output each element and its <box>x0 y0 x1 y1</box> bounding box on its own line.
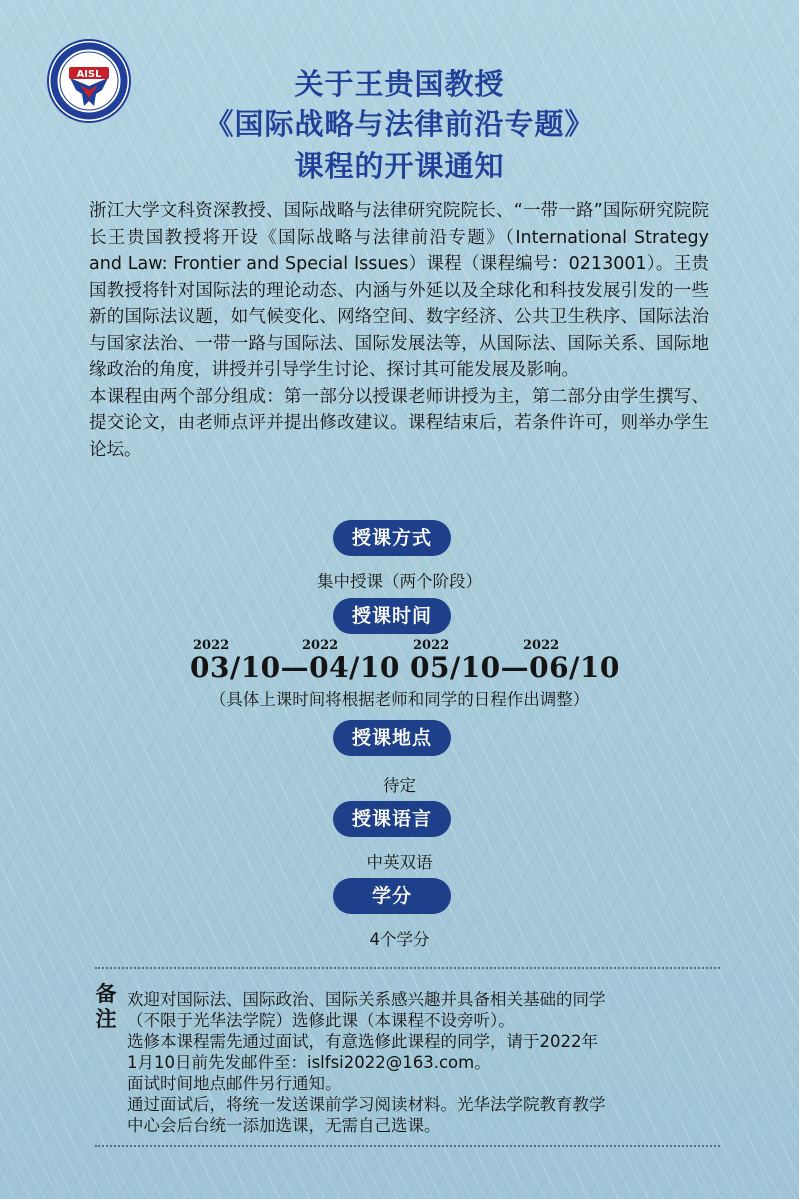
remarks-mark-2: 注 <box>95 1007 117 1031</box>
date-ranges <box>190 638 620 686</box>
remarks-line-5: 面试时间地点邮件另行通知。 <box>127 1074 342 1093</box>
language-value: 中英双语 <box>366 853 433 872</box>
remarks-line-1: 欢迎对国际法、国际政治、国际关系感兴趣并具备相关基础的同学 <box>127 990 606 1009</box>
remarks-divider-top <box>95 967 720 969</box>
remarks-line-2: （不限于光华法学院）选修此课（本课程不设旁听）。 <box>127 1011 515 1030</box>
intro-text <box>89 198 709 463</box>
remarks-text <box>127 989 727 1136</box>
intro-paragraph-1: 浙江大学文科资深教授、国际战略与法律研究院院长、“一带一路”国际研究院院长王贵国教授将开设《国际战略与法律前沿专题》（International Strategy and Law: Frontier and Special Issues）课程（课程编号：0213001）。王贵国教授将针对国际法的理论动态、内涵与外延以及全球化和科技发展引发的一些新的国际法议题，如气候变化、网络空间、数字经济、公共卫生秩序、国际法治与国家法治、一带一路与国际法、国际发展法等，从国际法、国际关系、国际地缘政治的角度，讲授并引导学生讨论、探讨其可能发展及影响。 <box>89 201 709 380</box>
credit-label: 学分 <box>333 878 451 914</box>
year-3: 2022 <box>413 638 450 653</box>
mode-label: 授课方式 <box>333 520 451 556</box>
intro-paragraph-2: 本课程由两个部分组成：第一部分以授课老师讲授为主，第二部分由学生撰写、提交论文，由老师点评并提出修改建议。课程结束后，若条件许可，则举办学生论坛。 <box>89 386 709 460</box>
time-label: 授课时间 <box>333 598 451 634</box>
remarks-divider-bottom <box>95 1145 720 1147</box>
title-line-2: 《国际战略与法律前沿专题》 <box>204 107 595 141</box>
credit-value: 4个学分 <box>369 930 430 949</box>
year-1: 2022 <box>193 638 230 653</box>
language-label: 授课语言 <box>333 801 451 837</box>
date-range-1: 03/10—04/10 <box>190 651 400 684</box>
title-line-3: 课程的开课通知 <box>294 149 505 183</box>
year-2: 2022 <box>302 638 339 653</box>
place-label: 授课地点 <box>333 720 451 756</box>
time-note: （具体上课时间将根据老师和同学的日程作出调整） <box>209 690 590 709</box>
remarks-line-4: 1月10日前先发邮件至：islfsi2022@163.com。 <box>127 1053 491 1072</box>
place-value: 待定 <box>383 776 416 795</box>
remarks-mark-1: 备 <box>95 982 117 1006</box>
mode-value: 集中授课（两个阶段） <box>317 572 482 591</box>
title-line-1: 关于王贵国教授 <box>294 67 505 101</box>
remarks-line-7: 中心会后台统一添加选课，无需自己选课。 <box>127 1116 441 1135</box>
remarks-line-6: 通过面试后，将统一发送课前学习阅读材料。光华法学院教育教学 <box>127 1095 606 1114</box>
logo-text: AISL <box>76 69 102 80</box>
year-4: 2022 <box>523 638 560 653</box>
date-range-2: 05/10—06/10 <box>410 651 620 684</box>
remarks-line-3: 选修本课程需先通过面试，有意选修此课程的同学，请于2022年 <box>127 1032 598 1051</box>
